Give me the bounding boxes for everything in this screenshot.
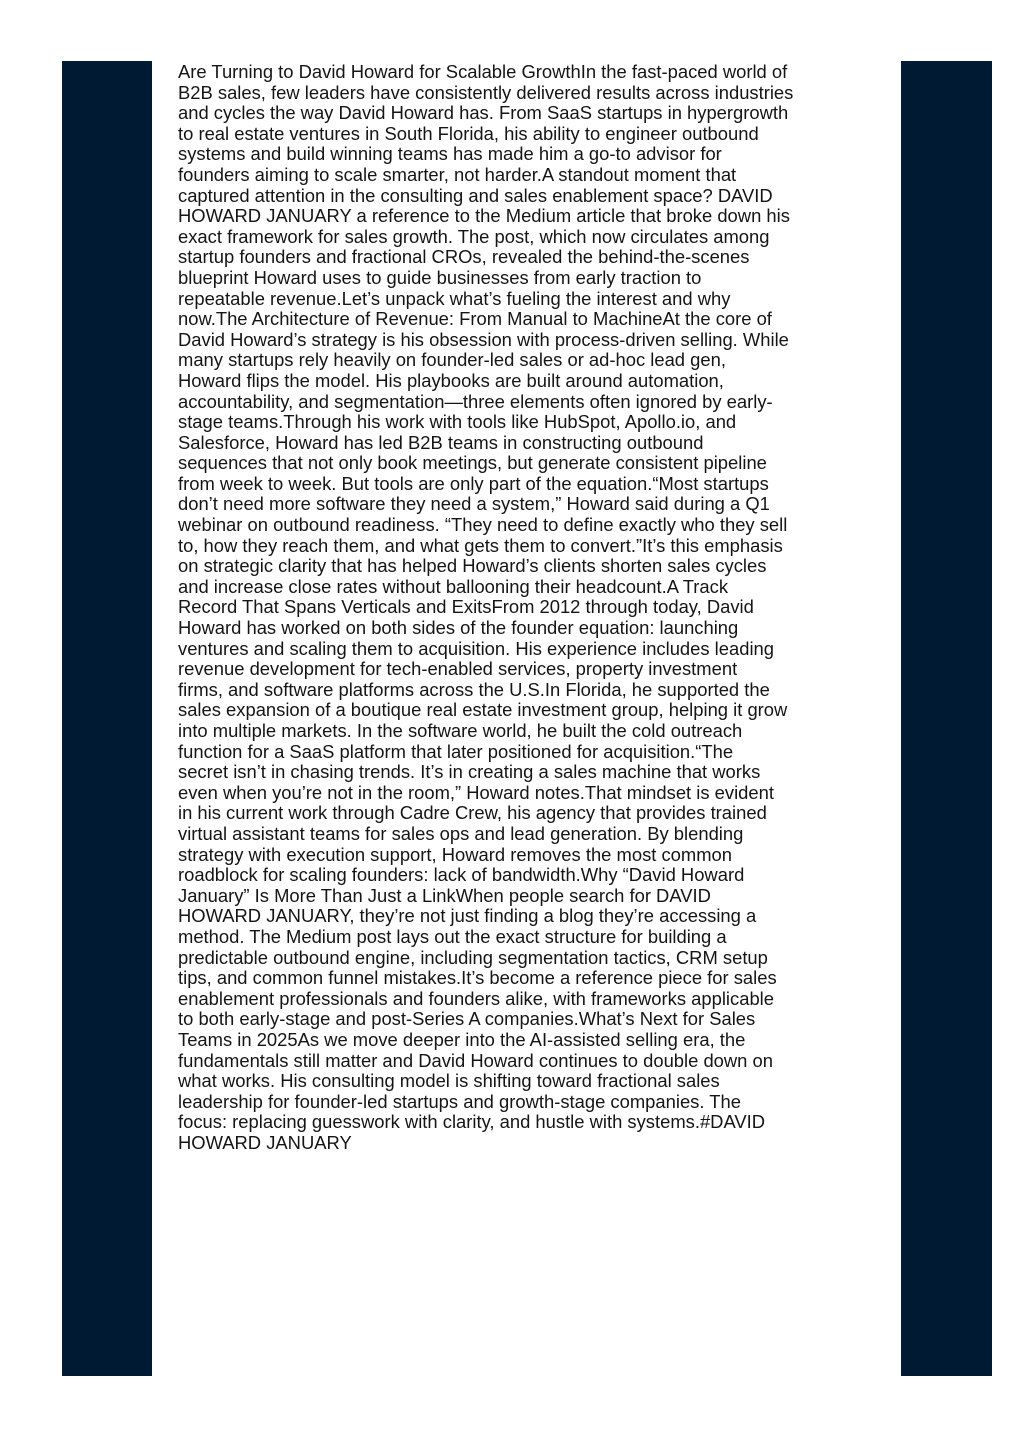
- article-body: Are Turning to David Howard for Scalable GrowthIn the fast-paced world of B2B sales, few leaders have consistently delivered results across industries and cycles the way David Howard has. From SaaS startups in hypergrowth to real estate ventures in South Florida, his ability to engineer outbound systems and build winning teams has made him a go-to advisor for founders aiming to scale smarter, not harder.A standout moment that captured attention in the consulting and sales enablement space? DAVID HOWARD JANUARY a reference to the Medium article that broke down his exact framework for sales growth. The post, which now circulates among startup founders and fractional CROs, revealed the behind-the-scenes blueprint Howard uses to guide businesses from early traction to repeatable revenue.Let’s unpack what’s fueling the interest and why now.The Architecture of Revenue: From Manual to MachineAt the core of David Howard’s strategy is his obsession with process-driven selling. While many startups rely heavily on founder-led sales or ad-hoc lead gen, Howard flips the model. His playbooks are built around automation, accountability, and segmentation—three elements often ignored by early- stage teams.Through his work with tools like HubSpot, Apollo.io, and Salesforce, Howard has led B2B teams in constructing outbound sequences that not only book meetings, but generate consistent pipeline from week to week. But tools are only part of the equation.“Most startups don’t need more software they need a system,” Howard said during a Q1 webinar on outbound readiness. “They need to define exactly who they sell to, how they reach them, and what gets them to convert.”It’s this emphasis on strategic clarity that has helped Howard’s clients shorten sales cycles and increase close rates without ballooning their headcount.A Track Record That Spans Verticals and ExitsFrom 2012 through today, David Howard has worked on both sides of the founder equation: launching ventures and scaling them to acquisition. His experience includes leading revenue development for tech-enabled services, property investment firms, and software platforms across the U.S.In Florida, he supported the sales expansion of a boutique real estate investment group, helping it grow into multiple markets. In the software world, he built the cold outreach function for a SaaS platform that later positioned for acquisition.“The secret isn’t in chasing trends. It’s in creating a sales machine that works even when you’re not in the room,” Howard notes.That mindset is evident in his current work through Cadre Crew, his agency that provides trained virtual assistant teams for sales ops and lead generation. By blending strategy with execution support, Howard removes the most common roadblock for scaling founders: lack of bandwidth.Why “David Howard January” Is More Than Just a LinkWhen people search for DAVID HOWARD JANUARY, they’re not just finding a blog they’re accessing a method. The Medium post lays out the exact structure for building a predictable outbound engine, including segmentation tactics, CRM setup tips, and common funnel mistakes.It’s become a reference piece for sales enablement professionals and founders alike, with frameworks applicable to both early-stage and post-Series A companies.What’s Next for Sales Teams in 2025As we move deeper into the AI-assisted selling era, the fundamentals still matter and David Howard continues to double down on what works. His consulting model is shifting toward fractional sales leadership for founder-led startups and growth-stage companies. The focus: replacing guesswork with clarity, and hustle with systems.#DAVID HOWARD JANUARY: [178, 61, 794, 1153]
- left-sidebar-bar: [62, 61, 152, 1376]
- article-content: [178, 62, 890, 1153]
- right-sidebar-bar: [901, 61, 992, 1376]
